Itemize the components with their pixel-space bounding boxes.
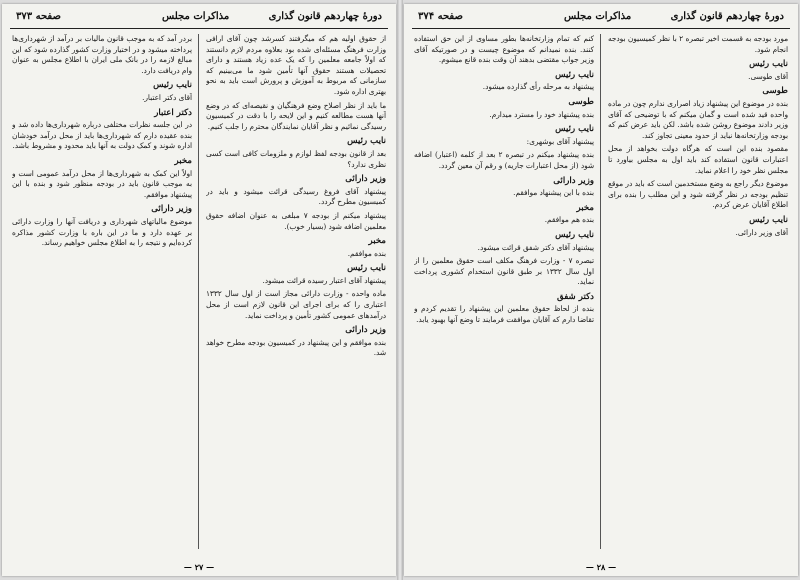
speaker-name: وزیر دارائی [345, 174, 386, 185]
header-rule [10, 28, 388, 29]
speaker-name: مخبر [174, 155, 192, 166]
paragraph: بنده پیشنهاد میکنم در تبصره ۲ بعد از کلمه (اعتبار) اضافه شود (از محل اعتبارات جاریه) و رقم آن معین گردد. [414, 150, 594, 170]
right-page [404, 4, 798, 576]
speaker-name: نایب رئیس [347, 263, 386, 274]
paragraph: بنده موافقم و این پیشنهاد در کمیسیون بودجه مطرح خواهد شد. [206, 337, 386, 358]
column-divider [600, 34, 601, 549]
paragraph: بنده با این پیشنهاد موافقم. [513, 188, 594, 198]
header-page-label: صفحه ۳۷۴ [418, 11, 463, 22]
header-title: دورهٔ چهاردهم قانون گذاری [670, 11, 784, 22]
speaker-name: نایب رئیس [555, 229, 594, 240]
paragraph: پیشنهاد آقای اعتبار رسیده قرائت میشود. [262, 275, 386, 285]
speaker-name: نایب رئیس [555, 124, 594, 135]
paragraph: مورد بودجه به قسمت اخیر تبصره ۲ با نظر کمیسیون بودجه انجام شود. [608, 34, 788, 54]
paragraph: آقای وزیر دارائی. [735, 227, 788, 237]
left-page-column-right [206, 34, 386, 554]
speaker-name: طوسی [762, 86, 788, 97]
paragraph: موضوع مالیاتهای شهرداری و دریافت آنها را وزارت دارائی بر عهده دارد و ما در این باره با وزارت کشور مذاکره کرده‌ایم و نتیجه را به اطلاع مجلس خواهیم رساند. [12, 216, 192, 248]
paragraph: کنم که تمام وزارتخانه‌ها بطور مساوی از این حق استفاده کنند. بنده نمیدانم که موضوع چیست و در صورتیکه آقای وزیر جواب مقتضی بدهند آن وقت بنده قانع میشوم. [414, 34, 594, 65]
column-divider [198, 34, 199, 549]
book-gutter [397, 0, 403, 580]
paragraph: بعد از قانون بودجه لفظ لوازم و ملزومات کافی است کسی نظری ندارد؟ [206, 148, 386, 169]
speaker-name: نایب رئیس [749, 59, 788, 70]
left-page-footer: — ۲۷ — [183, 562, 215, 572]
speaker-name: دکتر شفق [557, 291, 594, 302]
paragraph: ما باید از نظر اصلاح وضع فرهنگیان و نقیصه‌ای که در وضع آنها هست مطالعه کنیم و این لایحه را با دقت در کمیسیون رسیدگی نمائیم و نظر آقایان نمایندگان محترم را جلب کنیم. [206, 100, 386, 131]
right-page-column-left [414, 34, 594, 554]
speaker-name: دکتر اعتبار [154, 107, 192, 118]
paragraph: بنده در موضوع این پیشنهاد زیاد اصراری ندارم چون در ماده واحده قید شده است و گمان میکنم که با توضیحی که آقای وزیر دادند موضوع روشن شده باشد. لکن باید عرض کنم که بودجه وزارتخانه‌ها نباید از حدود معینی تجاوز کند. [608, 98, 788, 140]
speaker-name: نایب رئیس [749, 214, 788, 225]
speaker-name: نایب رئیس [347, 136, 386, 147]
right-page-footer: — ۲۸ — [585, 562, 617, 572]
paragraph: آقای دکتر اعتبار. [142, 92, 192, 102]
paragraph: اولاً این کمک به شهرداری‌ها از محل درآمد عمومی است و به موجب قانون باید در بودجه منظور شود و بنده با این پیشنهاد موافقم. [12, 168, 192, 199]
speaker-name: طوسی [568, 96, 594, 107]
paragraph: بنده پیشنهاد خود را مسترد میدارم. [489, 109, 594, 119]
paragraph: بردر آمد که به موجب قانون مالیات بر درآمد از شهرداری‌ها پرداخته میشود و در اختیار وزارت کشور گذارده شود که این مبالغ لازمه را در بانک ملی ایران با اطلاع مجلس به عنوان وام دریافت دارد. [12, 34, 192, 75]
speaker-name: مخبر [368, 236, 386, 247]
left-page-column-left [12, 34, 192, 554]
header-subtitle: مذاکرات مجلس [564, 11, 632, 22]
right-page-column-right [608, 34, 788, 554]
paragraph: پیشنهاد به مرحله رأی گذارده میشود. [482, 82, 594, 92]
speaker-name: نایب رئیس [153, 80, 192, 91]
paragraph: مقصود بنده این است که هرگاه دولت بخواهد از محل اعتبارات قانون استفاده کند باید اول به مجلس بیاورد تا مجلس نظر خود را اعلام نماید. [608, 144, 788, 175]
paragraph: موضوع دیگر راجع به وضع مستخدمین است که باید در موقع تنظیم بودجه در نظر گرفته شود و این مطلب را بنده برای اطلاع آقایان عرض کردم. [608, 179, 788, 210]
paragraph: پیشنهاد میکنم از بودجه ۷ مبلغی به عنوان اضافه حقوق معلمین اضافه شود (بسیار خوب). [206, 210, 386, 231]
paragraph: آقای طوسی. [748, 71, 788, 81]
right-page-header [414, 10, 788, 28]
paragraph: در این جلسه نظرات مختلفی درباره شهرداری‌ها داده شد و بنده عقیده دارم که شهرداری‌ها باید از محل درآمد خودشان اداره شوند و کمک دولت به آنها باید محدود و مشروط باشد. [12, 120, 192, 151]
paragraph: از حقوق اولیه هم که میگرفتند کسرشد چون آقای ارافی وزارت فرهنگ مسئله‌ای شده بود بعلاوه مردم لازم دانستند که اولاً جامعه معلمین را که یک عده زیاد هستند و دارای تحصیلات هستند حقوق آنها تأمین شود ما می‌بینیم که سازمانی که مربوط به آموزش و پرورش است باید به نحو بهتری اداره شود. [206, 34, 386, 96]
paragraph: بنده هم موافقم. [544, 215, 594, 225]
header-rule [412, 28, 790, 29]
paragraph: بنده از لحاظ حقوق معلمین این پیشنهاد را تقدیم کردم و تقاضا دارم که آقایان موافقت فرمایند تا وضع آنها بهبود یابد. [414, 304, 594, 325]
header-title: دورهٔ چهاردهم قانون گذاری [268, 11, 382, 22]
paragraph: پیشنهاد آقای فروغ رسیدگی قرائت میشود و باید در کمیسیون مطرح گردد. [206, 186, 386, 207]
left-page-header [12, 10, 386, 28]
left-page [2, 4, 396, 576]
speaker-name: مخبر [576, 202, 594, 213]
speaker-name: وزیر دارائی [553, 175, 594, 186]
speaker-name: وزیر دارائی [345, 325, 386, 336]
header-subtitle: مذاکرات مجلس [162, 11, 230, 22]
paragraph: تبصره ۷ - وزارت فرهنگ مکلف است حقوق معلمین را از اول سال ۱۳۳۲ بر طبق قانون استخدام کشوری پرداخت نماید. [414, 256, 594, 287]
header-page-label: صفحه ۳۷۳ [16, 11, 61, 22]
paragraph: ماده واحده - وزارت دارائی مجاز است از اول سال ۱۳۳۲ اعتباری را که برای اجرای این قانون لازم است از محل درآمدهای عمومی کشور تأمین و پرداخت نماید. [206, 289, 386, 320]
paragraph: پیشنهاد آقای دکتر شفق قرائت میشود. [477, 242, 594, 252]
speaker-name: نایب رئیس [555, 69, 594, 80]
speaker-name: وزیر دارائی [151, 204, 192, 215]
paragraph: پیشنهاد آقای بوشهری: [526, 136, 594, 146]
paragraph: بنده موافقم. [347, 248, 386, 258]
